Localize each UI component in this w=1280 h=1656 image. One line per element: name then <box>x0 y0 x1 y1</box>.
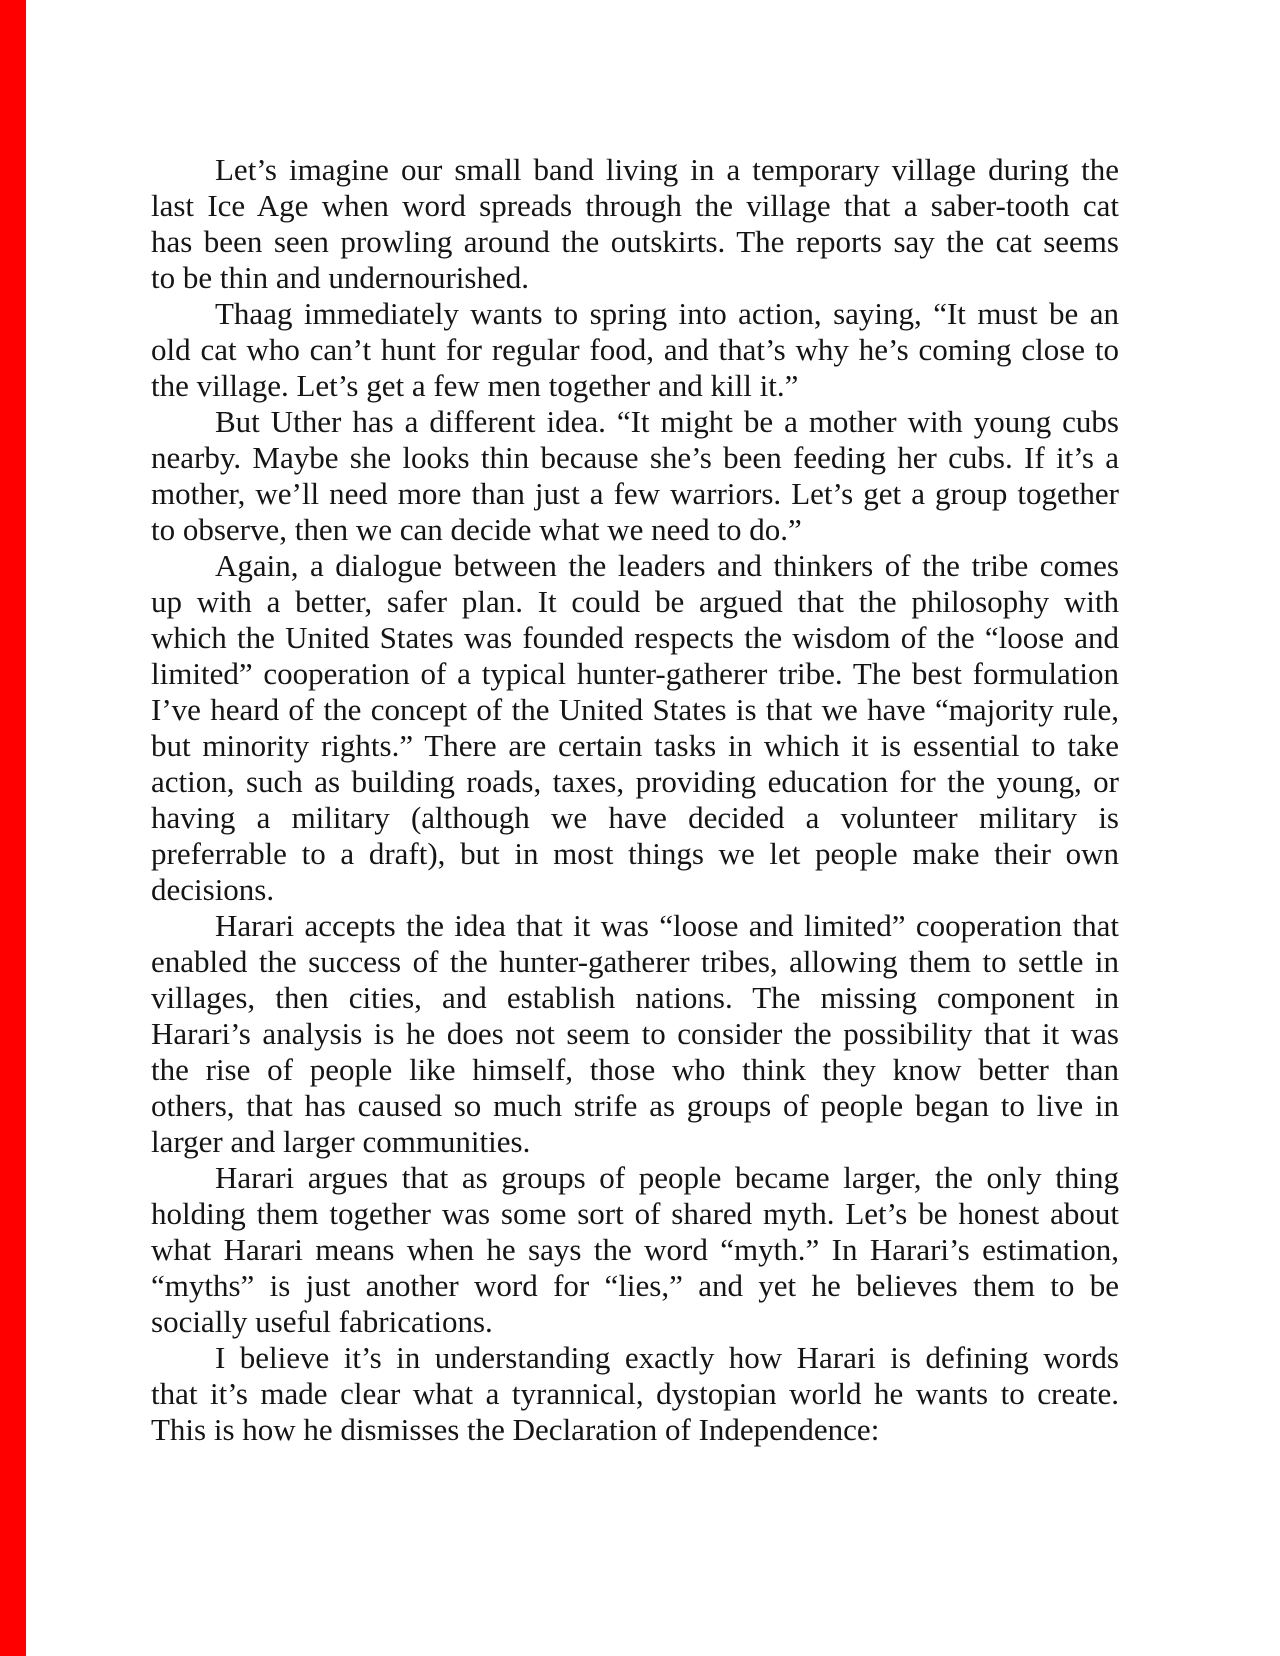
text-line: I’ve heard of the concept of the United States is that we have “majority rule, <box>151 692 1119 727</box>
paragraph <box>151 1160 1119 1340</box>
text-line: nearby. Maybe she looks thin because she’s been feeding her cubs. If it’s a <box>151 440 1119 475</box>
text-line: But Uther has a different idea. “It might be a mother with young cubs <box>215 404 1119 439</box>
text-line: up with a better, safer plan. It could be argued that the philosophy with <box>151 584 1119 619</box>
text-line: Harari’s analysis is he does not seem to consider the possibility that it was <box>151 1016 1119 1051</box>
text-line: villages, then cities, and establish nations. The missing component in <box>151 980 1119 1015</box>
text-line: “myths” is just another word for “lies,” and yet he believes them to be <box>151 1268 1119 1303</box>
text-line: has been seen prowling around the outskirts. The reports say the cat seems <box>151 224 1119 259</box>
paragraph <box>151 296 1119 404</box>
text-line: what Harari means when he says the word “myth.” In Harari’s estimation, <box>151 1232 1119 1267</box>
text-line: to observe, then we can decide what we need to do.” <box>151 512 802 547</box>
text-line: the village. Let’s get a few men together and kill it.” <box>151 368 799 403</box>
text-line: others, that has caused so much strife as groups of people began to live in <box>151 1088 1119 1123</box>
text-line: I believe it’s in understanding exactly how Harari is defining words <box>215 1340 1119 1375</box>
text-line: limited” cooperation of a typical hunter-gatherer tribe. The best formulation <box>151 656 1119 691</box>
text-line: larger and larger communities. <box>151 1124 531 1159</box>
paragraph <box>151 152 1119 296</box>
text-line: the rise of people like himself, those who think they know better than <box>151 1052 1119 1087</box>
paragraph <box>151 404 1119 548</box>
text-line: action, such as building roads, taxes, providing education for the young, or <box>151 764 1119 799</box>
text-line: This is how he dismisses the Declaration of Independence: <box>151 1412 880 1447</box>
text-line: Thaag immediately wants to spring into action, saying, “It must be an <box>215 296 1119 331</box>
text-line: that it’s made clear what a tyrannical, dystopian world he wants to create. <box>151 1376 1119 1411</box>
page-text-block <box>151 152 1119 1448</box>
text-line: having a military (although we have decided a volunteer military is <box>151 800 1119 835</box>
text-line: Again, a dialogue between the leaders and thinkers of the tribe comes <box>215 548 1119 583</box>
text-line: old cat who can’t hunt for regular food, and that’s why he’s coming close to <box>151 332 1119 367</box>
text-line: socially useful fabrications. <box>151 1304 493 1339</box>
text-line: mother, we’ll need more than just a few warriors. Let’s get a group together <box>151 476 1119 511</box>
paragraph <box>151 1340 1119 1448</box>
left-edge-red-bar <box>0 0 26 1656</box>
text-line: Let’s imagine our small band living in a temporary village during the <box>215 152 1119 187</box>
text-line: holding them together was some sort of shared myth. Let’s be honest about <box>151 1196 1119 1231</box>
text-line: which the United States was founded respects the wisdom of the “loose and <box>151 620 1119 655</box>
text-line: last Ice Age when word spreads through the village that a saber-tooth cat <box>151 188 1119 223</box>
text-line: enabled the success of the hunter-gatherer tribes, allowing them to settle in <box>151 944 1119 979</box>
paragraph <box>151 548 1119 908</box>
paragraph <box>151 908 1119 1160</box>
text-line: Harari argues that as groups of people became larger, the only thing <box>215 1160 1119 1195</box>
text-line: but minority rights.” There are certain tasks in which it is essential to take <box>151 728 1119 763</box>
text-line: to be thin and undernourished. <box>151 260 529 295</box>
text-line: Harari accepts the idea that it was “loose and limited” cooperation that <box>215 908 1119 943</box>
text-line: decisions. <box>151 872 275 907</box>
text-line: preferrable to a draft), but in most things we let people make their own <box>151 836 1119 871</box>
